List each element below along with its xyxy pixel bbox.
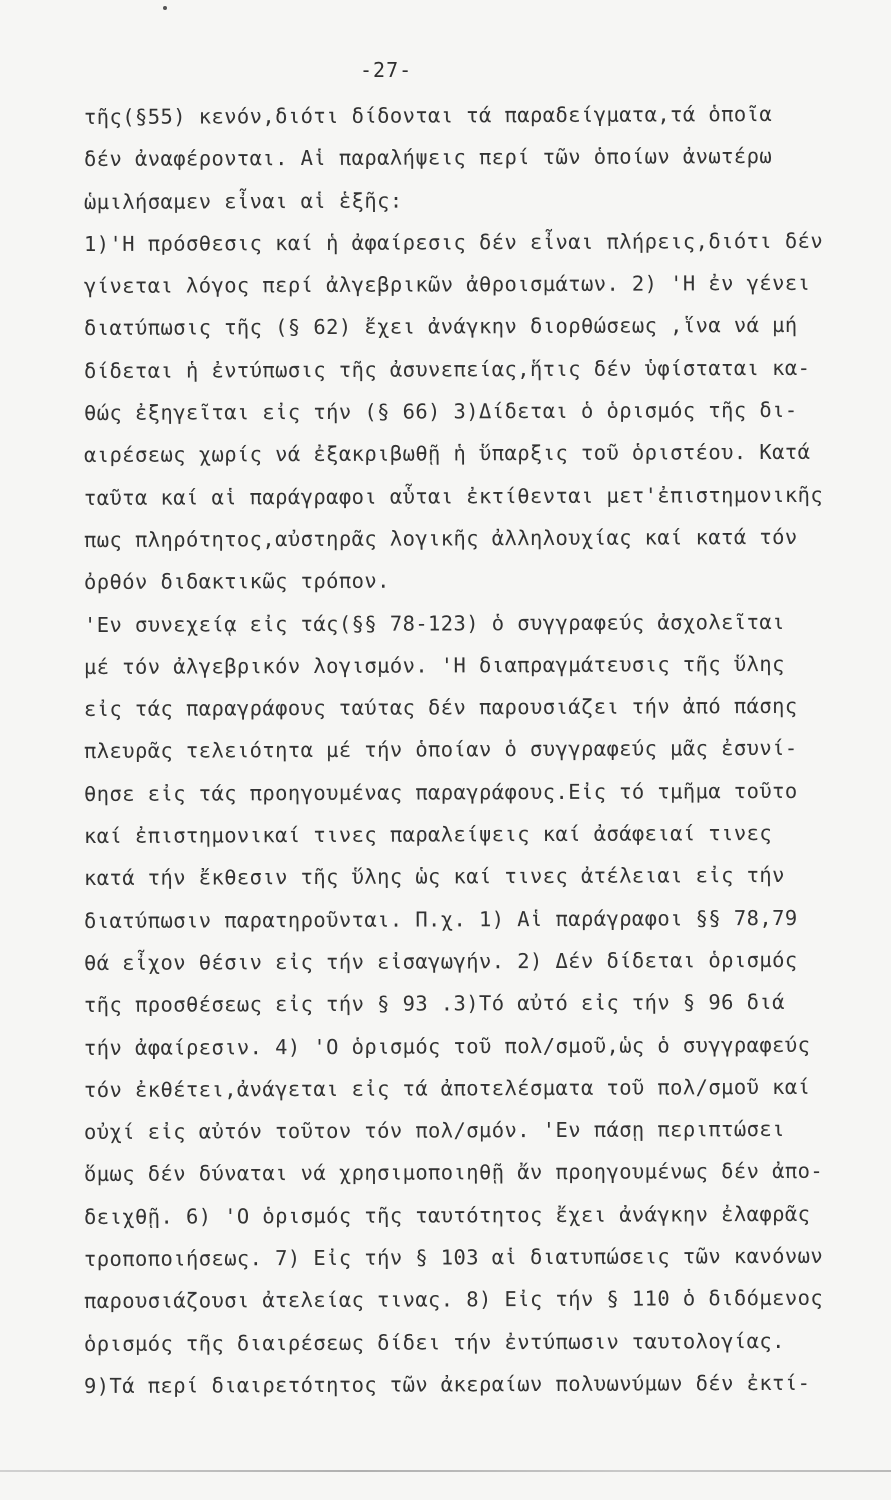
text-line: θησε εἰς τάς προηγουμένας παραγράφους.Εἰς τό τμῆμα τοῦτο	[83, 778, 798, 806]
text-line: τόν ἐκθέτει,ἀνάγεται εἰς τά ἀποτελέσματα τοῦ πολ/σμοῦ καί	[83, 1074, 811, 1102]
body-text	[84, 96, 874, 1407]
text-line: δέν ἀναφέρονται. Αἱ παραλήψεις περί τῶν ὁποίων ἀνωτέρω	[83, 144, 773, 172]
text-line: τῆς(§55) κενόν,διότι δίδονται τά παραδείγματα,τά ὁποῖα	[83, 101, 773, 129]
text-line: δειχθῇ. 6) 'Ο ὁρισμός τῆς ταυτότητος ἔχει ἀνάγκην ἐλαφρᾶς	[83, 1201, 811, 1229]
text-line: τήν ἀφαίρεσιν. 4) 'Ο ὁρισμός τοῦ πολ/σμοῦ,ὡς ὁ συγγραφεύς	[83, 1032, 811, 1060]
text-line: γίνεται λόγος περί ἀλγεβρικῶν ἀθροισμάτων. 2) 'Η ἐν γένει	[83, 271, 811, 299]
ink-speck	[163, 6, 167, 10]
page-number: -27-	[360, 58, 413, 82]
text-line: μέ τόν ἀλγεβρικόν λογισμόν. 'Η διαπραγμάτευσις τῆς ὕλης	[83, 651, 785, 679]
text-line: τῆς προσθέσεως εἰς τήν § 93 .3)Τό αὐτό εἰς τήν § 96 διά	[83, 990, 785, 1018]
text-line: καί ἐπιστημονικαί τινες παραλείψεις καί ἀσάφειαί τινες	[83, 821, 773, 849]
text-line: διατύπωσις τῆς (§ 62) ἔχει ἀνάγκην διορθώσεως ,ἵνα νά μή	[83, 313, 798, 341]
text-line: αιρέσεως χωρίς νά ἐξακριβωθῇ ἡ ὕπαρξις τοῦ ὁριστέου. Κατά	[83, 440, 811, 468]
text-line: πως πληρότητος,αὐστηρᾶς λογικῆς ἀλληλουχίας καί κατά τόν	[83, 524, 798, 552]
text-line: ὅμως δέν δύναται νά χρησιμοποιηθῇ ἄν προηγουμένως δέν ἀπο-	[83, 1159, 824, 1187]
text-line: οὐχί εἰς αὐτόν τοῦτον τόν πολ/σμόν. 'Εν πάσῃ περιπτώσει	[83, 1117, 785, 1145]
text-line: διατύπωσιν παρατηροῦνται. Π.χ. 1) Αἱ παράγραφοι §§ 78,79	[83, 905, 798, 933]
text-line: ὀρθόν διδακτικῶς τρόπον.	[83, 568, 390, 595]
text-line: δίδεται ἡ ἐντύπωσις τῆς ἀσυνεπείας,ἥτις δέν ὑφίσταται κα-	[83, 355, 811, 383]
text-line: ὁρισμός τῆς διαιρέσεως δίδει τήν ἐντύπωσιν ταυτολογίας.	[83, 1328, 785, 1356]
text-line: εἰς τάς παραγράφους ταύτας δέν παρουσιάζει τήν ἀπό πάσης	[83, 694, 798, 722]
text-line: κατά τήν ἔκθεσιν τῆς ὕλης ὡς καί τινες ἀτέλειαι εἰς τήν	[83, 863, 785, 891]
text-line: τροποποιήσεως. 7) Εἰς τήν § 103 αἱ διατυπώσεις τῶν κανόνων	[83, 1243, 824, 1272]
text-line: θά εἶχον θέσιν εἰς τήν εἰσαγωγήν. 2) Δέν δίδεται ὁρισμός	[83, 947, 798, 975]
text-line: 9)Τά περί διαιρετότητος τῶν ἀκεραίων πολυωνύμων δέν ἐκτί-	[83, 1370, 811, 1398]
text-line: 1)'Η πρόσθεσις καί ἡ ἀφαίρεσις δέν εἶναι πλήρεις,διότι δέν	[83, 228, 824, 256]
text-line: θώς ἐξηγεῖται εἰς τήν (§ 66) 3)Δίδεται ὁ ὁρισμός τῆς δι-	[83, 397, 798, 426]
text-line: παρουσιάζουσι ἀτελείας τινας. 8) Εἰς τήν § 110 ὁ διδόμενος	[83, 1286, 824, 1314]
text-line: ὡμιλήσαμεν εἶναι αἱ ἑξῆς:	[83, 188, 403, 214]
text-line: πλευρᾶς τελειότητα μέ τήν ὁποίαν ὁ συγγραφεύς μᾶς ἐσυνί-	[83, 736, 798, 764]
text-line: ταῦτα καί αἱ παράγραφοι αὗται ἐκτίθενται μετ'ἐπιστημονικῆς	[83, 482, 824, 510]
text-line: 'Εν συνεχείᾳ εἰς τάς(§§ 78-123) ὁ συγγραφεύς ἀσχολεῖται	[83, 609, 785, 637]
scan-edge-line	[0, 1470, 891, 1472]
